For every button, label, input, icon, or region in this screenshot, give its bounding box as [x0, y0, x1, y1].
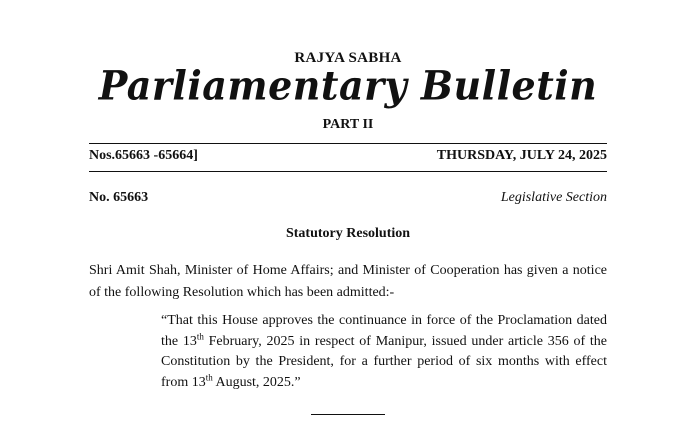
item-number: No. 65663	[89, 190, 149, 205]
resolution-quote	[161, 311, 607, 393]
separator-line	[311, 414, 385, 415]
quote-text-3: August, 2025.”	[212, 374, 301, 390]
bottom-rule	[89, 171, 607, 172]
bulletin-title: Parliamentary Bulletin	[98, 61, 598, 110]
bulletin-numbers: Nos.65663 -65664]	[89, 148, 198, 163]
resolution-heading: Statutory Resolution	[285, 226, 411, 241]
quote-sup-1: th	[196, 330, 204, 341]
house-name: RAJYA SABHA	[294, 50, 402, 66]
bulletin-date: THURSDAY, JULY 24, 2025	[436, 148, 607, 163]
quote-sup-2: th	[205, 371, 213, 382]
part-label: PART II	[322, 117, 374, 132]
resolution-intro: Shri Amit Shah, Minister of Home Affairs; and Minister of Cooperation has given a notice of the following Resolution which has been admitted:-	[89, 263, 607, 300]
quote-text-1: “That this House approves the continuance in force of the Proclamation dated the 13	[161, 313, 607, 349]
top-rule	[89, 143, 607, 144]
quote-text-2: February, 2025 in respect of Manipur, issued under article 356 of the Constitution by the President, for a further period of six months with effect from 13	[161, 333, 607, 390]
section-name: Legislative Section	[500, 190, 607, 205]
